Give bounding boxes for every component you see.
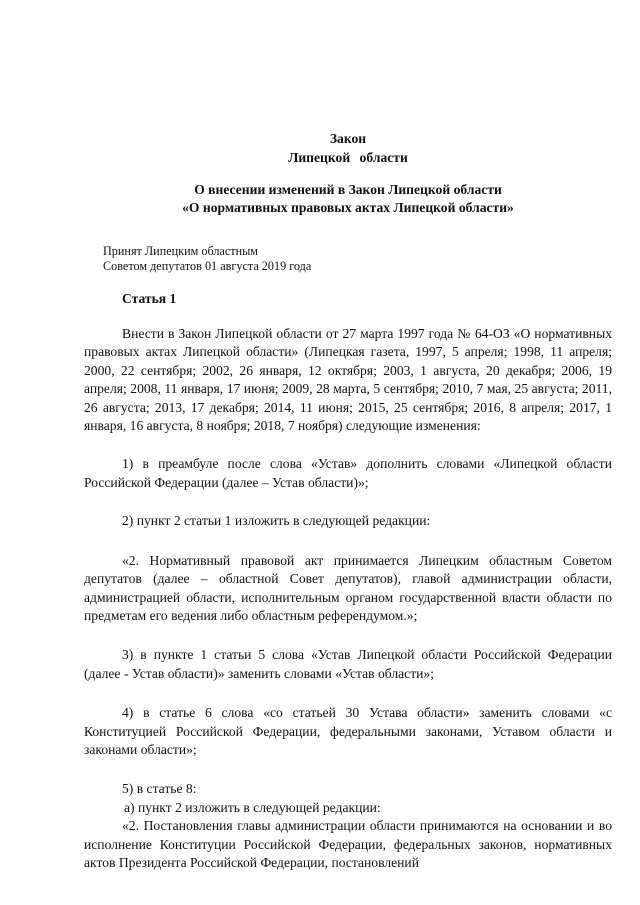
law-heading: Закон	[329, 131, 367, 146]
article-intro: Внести в Закон Липецкой области от 27 марта 1997 года № 64-ОЗ «О нормативных правовых актах Липецкой области» (Липецкая газета, 1997, 5 апреля; 1998, 11 апреля; 2000, 22 сентября; 2002, 26 января, 12 октября; 2003, 1 августа, 20 декабря; 2006, 19 апреля; 2008, 11 января, 17 июня; 2009, 28 марта, 5 сентября; 2010, 7 мая, 25 августа; 2011, 26 августа; 2013, 17 декабря; 2014, 11 июня; 2015, 25 сентября; 2016, 8 апреля; 2017, 1 января, 16 августа, 8 ноября; 2018, 7 ноября) следующие изменения:	[84, 326, 612, 434]
adoption-note	[103, 244, 612, 274]
amendment-3: 3) в пункте 1 статьи 5 слова «Устав Липецкой области Российской Федерации (далее - Устав области)» заменить словами «Устав области»;	[84, 647, 612, 681]
adoption-line-2: Советом депутатов 01 августа 2019 года	[103, 258, 312, 273]
amendment-5a: а) пункт 2 изложить в следующей редакции:	[124, 799, 381, 815]
amendment-1: 1) в преамбуле после слова «Устав» дополнить словами «Липецкой области Российской Федерации (далее – Устав области)»;	[84, 456, 612, 490]
law-title-line-1: О внесении изменений в Закон Липецкой области	[194, 181, 502, 197]
amendment-5a-text: «2. Постановления главы администрации области принимаются на основании и во исполнение Конституции Российской Федерации, федеральных законов, нормативных актов Президента Российской Федерации, постановлений	[84, 818, 612, 870]
amendment-4: 4) в статье 6 слова «со статьей 30 Устава области» заменить словами «с Конституцией Российской Федерации, федеральными законами, Уставом области и законами области»;	[84, 705, 612, 757]
article-title: Статья 1	[122, 290, 177, 306]
amendment-2: 2) пункт 2 статьи 1 изложить в следующей редакции:	[122, 513, 431, 529]
document-page	[84, 130, 612, 872]
adoption-line-1: Принят Липецким областным	[103, 243, 259, 258]
law-region: Липецкой области	[288, 150, 408, 166]
law-title-line-2: «О нормативных правовых актах Липецкой области»	[182, 200, 514, 216]
amendment-5: 5) в статье 8:	[122, 781, 197, 797]
amendment-2-text: «2. Нормативный правовой акт принимается Липецким областным Советом депутатов (далее – областной Совет депутатов), главой администрации области, администрацией области, исполнительным органом государственной власти области по предметам его ведения либо областным референдумом.»;	[84, 552, 612, 623]
